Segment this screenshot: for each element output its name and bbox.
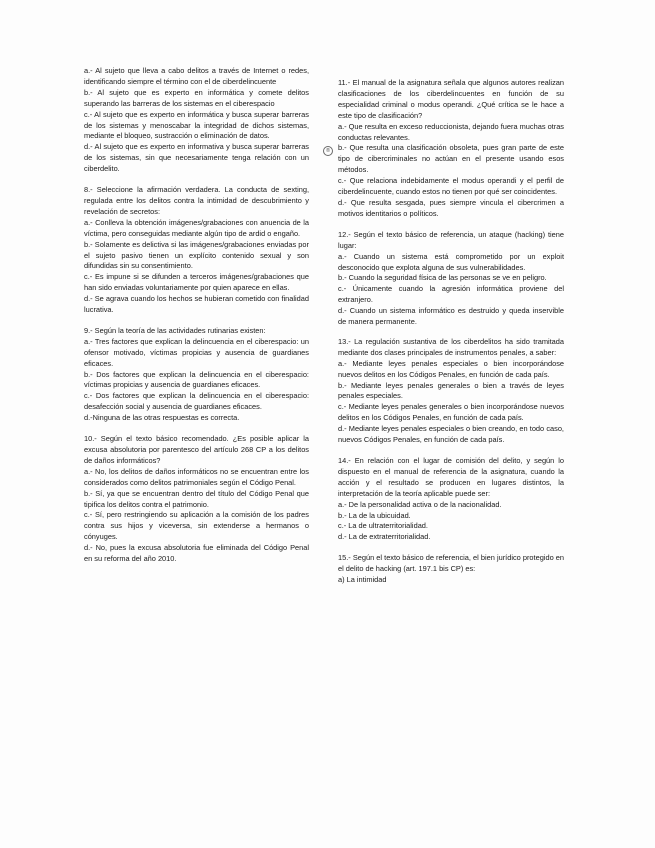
option-line: c.- Que relaciona indebidamente el modus operandi y el perfil de ciberdelincuente, cuando estos no tienen por qué ser coincidentes. [338,176,564,197]
option-line: a.- Conlleva la obtención imágenes/grabaciones con anuencia de la víctima, pero conseguidas mediante algún tipo de ardid o engaño. [84,217,309,238]
option-line: d.- Cuando un sistema informático es destruido y queda inservible de manera permanente. [338,306,564,327]
option-line: c.- Mediante leyes penales generales o bien incorporándose nuevos delitos en los Códigos Penales, en función de cada país. [338,402,564,423]
option-line: d.- La de extraterritorialidad. [338,532,431,542]
option-line: d.- Al sujeto que es experto en informativa y busca superar barreras de los sistemas, sin que necesariamente tenga relación con un ciberdelito. [84,142,309,174]
question-11 [338,78,564,220]
question-15 [338,553,564,586]
option-line: d.- No, pues la excusa absolutoria fue eliminada del Código Penal en su reforma del año 2010. [84,543,309,564]
option-line: a.- Cuando un sistema está comprometido por un exploit desconocido que explota alguna de sus vulnerabilidades. [338,251,564,272]
option-line: c.- Dos factores que explican la delincuencia en el ciberespacio: desafección social y ausencia de guardianes eficaces. [84,391,309,412]
question-13 [338,337,564,446]
option-line: b.- Cuando la seguridad física de las personas se ve en peligro. [338,273,547,283]
option-line: c.- Únicamente cuando la agresión informática proviene del extranjero. [338,284,564,305]
option-line: a.- De la personalidad activa o de la nacionalidad. [338,499,502,509]
option-line: b.- Al sujeto que es experto en informática y comete delitos superando las barreras de los sistemas en el ciberespacio [84,87,309,108]
question-stem: 12.- Según el texto básico de referencia, un ataque (hacking) tiene lugar: [338,229,564,250]
question-stem: 11.- El manual de la asignatura señala que algunos autores realizan clasificaciones de los ciberdelincuentes en función de su especialidad criminal o modus operandi. ¿Qué crítica se le hace a este tipo de clasificación? [338,78,564,120]
option-line: b.- Solamente es delictiva si las imágenes/grabaciones enviadas por el sujeto pasivo tienen un explícito contenido sexual y son difundidas sin su consentimiento. [84,239,309,271]
option-line: b.- Sí, ya que se encuentran dentro del título del Código Penal que tipifica los delitos contra el patrimonio. [84,488,309,509]
option-line: d.- Mediante leyes penales especiales o bien creando, en todo caso, nuevos Códigos Penales, en función de cada país. [338,424,564,445]
question-stem: 8.- Seleccione la afirmación verdadera. La conducta de sexting, regulada entre los delitos contra la intimidad de descubrimiento y revelación de secretos: [84,185,309,216]
question-12 [338,230,564,328]
option-line: a.- Tres factores que explican la delincuencia en el ciberespacio: un ofensor motivado, víctimas propicias y ausencia de guardianes eficaces. [84,336,309,368]
option-line: b.- La de la ubicuidad. [338,510,411,520]
right-column [338,78,564,586]
option-line: c.- La de ultraterritorialidad. [338,521,428,531]
question-10 [84,434,309,565]
option-line: b.- Mediante leyes penales generales o bien a través de leyes penales especiales. [338,380,564,401]
option-line: d.- Se agrava cuando los hechos se hubieran cometido con finalidad lucrativa. [84,294,309,315]
question-stem: 14.- En relación con el lugar de comisión del delito, y según lo dispuesto en el manual de referencia de la asignatura, cuando la acción y el resultado se producen en lugares distintos, la interpretación de la teoría aplicable puede ser: [338,456,564,498]
question-stem: 15.- Según el texto básico de referencia, el bien jurídico protegido en el delito de hacking (art. 197.1 bis CP) es: [338,553,564,574]
question-stem: 13.- La regulación sustantiva de los ciberdelitos ha sido tramitada mediante dos clases principales de instrumentos penales, a saber: [338,336,564,357]
option-line: b.- Que resulta una clasificación obsoleta, pues gran parte de este tipo de cibercriminales no actúan en el presente usando esos métodos. [338,143,564,175]
question-8 [84,185,309,316]
left-column [84,66,309,565]
option-line: d.- Que resulta sesgada, pues siempre vincula el cibercrimen a motivos identitarios o políticos. [338,197,564,218]
option-line: b.- Dos factores que explican la delincuencia en el ciberespacio: víctimas propicias y ausencia de guardianes eficaces. [84,369,309,390]
option-line: a.- Al sujeto que lleva a cabo delitos a través de Internet o redes, identificando siempre el término con el de ciberdelincuente [84,66,309,86]
option-line: a.- Que resulta en exceso reduccionista, dejando fuera muchas otras conductas relevantes. [338,121,564,142]
option-line: c.- Sí, pero restringiendo su aplicación a la comisión de los padres contra sus hijos y viceversa, sin extenderse a hermanos o cónyuges. [84,510,309,542]
question-7-options [84,66,309,175]
option-line: d.-Ninguna de las otras respuestas es correcta. [84,413,240,423]
question-stem: 10.- Según el texto básico recomendado. ¿Es posible aplicar la excusa absolutoria por parentesco del artículo 268 CP a los delitos de daños informáticos? [84,434,309,465]
circled-mark-icon: ® [323,146,333,156]
question-9 [84,326,309,424]
option-line: a.- Mediante leyes penales especiales o bien incorporándose nuevos delitos en los Códigos Penales, en función de cada país. [338,358,564,379]
option-line: c.- Al sujeto que es experto en informática y busca superar barreras de los sistemas y menoscabar la integridad de dichos sistemas, mediante el bloqueo, sustracción o eliminación de datos. [84,109,309,141]
option-line: c.- Es impune si se difunden a terceros imágenes/grabaciones que han sido enviadas voluntariamente por quien aparece en ellas. [84,272,309,293]
question-14 [338,456,564,543]
option-line: a) La intimidad [338,575,387,585]
question-stem: 9.- Según la teoría de las actividades rutinarias existen: [84,325,266,335]
option-line: a.- No, los delitos de daños informáticos no se encuentran entre los considerados como delitos patrimoniales según el Código Penal. [84,466,309,487]
